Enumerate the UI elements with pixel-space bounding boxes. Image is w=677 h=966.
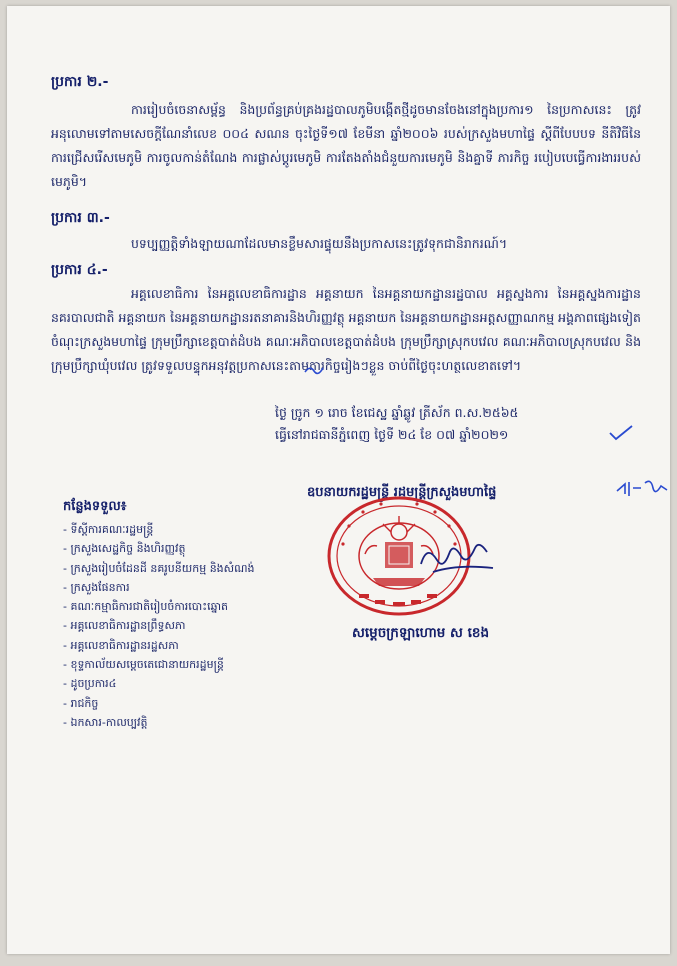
- place-date: ធ្វើនៅរាជធានីភ្នំពេញ ថ្ងៃទី ២៤ ខែ ០៧ ឆ្នាំ២០២១: [275, 427, 509, 442]
- recipient-item: - ខុទ្ទកាល័យសម្តេចតេជោនាយករដ្ឋមន្ត្រី: [63, 658, 224, 672]
- recipient-item: - ដូចប្រការ៤: [63, 677, 117, 691]
- handwritten-checkmark: [607, 424, 635, 442]
- recipients-heading: កន្លែងទទួល៖: [63, 499, 127, 514]
- article-4-heading: ប្រការ ៤.-: [51, 262, 108, 278]
- date-block: [275, 402, 655, 446]
- recipient-item: - រាជកិច្ច: [63, 696, 99, 710]
- recipients-list: [63, 498, 323, 732]
- recipient-item: - ទីស្តីការគណៈរដ្ឋមន្ត្រី: [63, 523, 154, 536]
- article-2-heading: ប្រការ ២.-: [51, 74, 109, 90]
- recipient-item: - អគ្គលេខាធិការដ្ឋានរដ្ឋសភា: [63, 638, 179, 652]
- recipient-item: - ឯកសារ-កាលប្បវត្តិ: [63, 715, 148, 729]
- handwritten-signature: [417, 534, 497, 579]
- recipient-item: - គណៈកម្មាធិការជាតិរៀបចំការបោះឆ្នោត: [63, 600, 229, 614]
- recipient-item: - អគ្គលេខាធិការដ្ឋានព្រឹទ្ធសភា: [63, 619, 186, 633]
- handwritten-initials: [615, 476, 670, 501]
- article-3-heading: ប្រការ ៣.-: [51, 210, 110, 226]
- handwritten-mark: [303, 364, 325, 376]
- signer-title: ឧបនាយករដ្ឋមន្ត្រី រដ្ឋមន្ត្រីក្រសួងមហាផ្ទៃ: [307, 485, 497, 500]
- recipient-item: - ក្រសួងរៀបចំដែនដី នគរូបនីយកម្ម និងសំណង់: [63, 561, 255, 575]
- lunar-date: ថ្ងៃ ច្រូក ១ រោច ខែជេស្ឋ ឆ្នាំឆ្លូវ ត្រីស័ក ព.ស.២៥៦៥: [275, 405, 519, 420]
- signer-name: សម្តេចក្រឡាហោម ស ខេង: [352, 625, 490, 641]
- document-page: [7, 6, 670, 954]
- article-4-body: [51, 282, 641, 378]
- recipient-item: - ក្រសួងសេដ្ឋកិច្ច និងហិរញ្ញវត្ថុ: [63, 542, 186, 556]
- article-3-text: បទប្បញ្ញត្តិទាំងឡាយណាដែលមានខ្លឹមសារផ្ទុយនឹងប្រកាសនេះត្រូវទុកជានិរាករណ៍។: [131, 236, 508, 251]
- article-2-text: ការរៀបចំចេនាសម្ព័ន្ធ និងប្រព័ន្ធគ្រប់គ្រងរដ្ឋបាលភូមិបង្កើតថ្មីដូចមានចែងនៅក្នុងប្រការ១ នៃប្រកាសនេះ ត្រូវអនុលោមទៅតាមសេចក្តីណែនាំលេខ ០០៤ សណន ចុះថ្ងៃទី១៧ ខែមីនា ឆ្នាំ២០០៦ របស់ក្រសួងមហាផ្ទៃ ស្តីពីបែបបទ នីតិវិធីនៃការជ្រើសរើសមេភូមិ ការចូលកាន់តំណែង ការផ្លាស់ប្តូរមេភូមិ ការតែងតាំងជំនួយការមេភូមិ និងគ្នាទី ភារកិច្ច របៀបបេធ្វើការងាររបស់មេភូមិ។: [51, 102, 641, 189]
- article-3-body: [51, 232, 641, 256]
- article-4-text: អគ្គលេខាធិការ នៃអគ្គលេខាធិការដ្ឋាន អគ្គនាយក នៃអគ្គនាយកដ្ឋានរដ្ឋបាល អគ្គស្នងការ នៃអគ្គស្នងការដ្ឋាននគរបាលជាតិ អគ្គនាយក នៃអគ្គនាយកដ្ឋានរតនាគារនិងហិរញ្ញវត្ថុ អគ្គនាយក នៃអគ្គនាយកដ្ឋានអត្តសញ្ញាណកម្ម អង្គភាពផ្សេងទៀតចំណុះក្រសួងមហាផ្ទៃ ក្រុមប្រឹក្សាខេត្តបាត់ដំបង គណៈអភិបាលខេត្តបាត់ដំបង ក្រុមប្រឹក្សាស្រុកបវេល គណៈអភិបាលស្រុកបវេល និងក្រុមប្រឹក្សាឃុំបវេល ត្រូវទទួលបន្ទុកអនុវត្តប្រកាសនេះតាមភារកិច្ចរៀងៗខ្លួន ចាប់ពីថ្ងៃចុះហត្ថលេខាតទៅ។: [51, 286, 641, 373]
- recipient-item: - ក្រសួងផែនការ: [63, 580, 130, 594]
- article-2-body: [51, 98, 641, 194]
